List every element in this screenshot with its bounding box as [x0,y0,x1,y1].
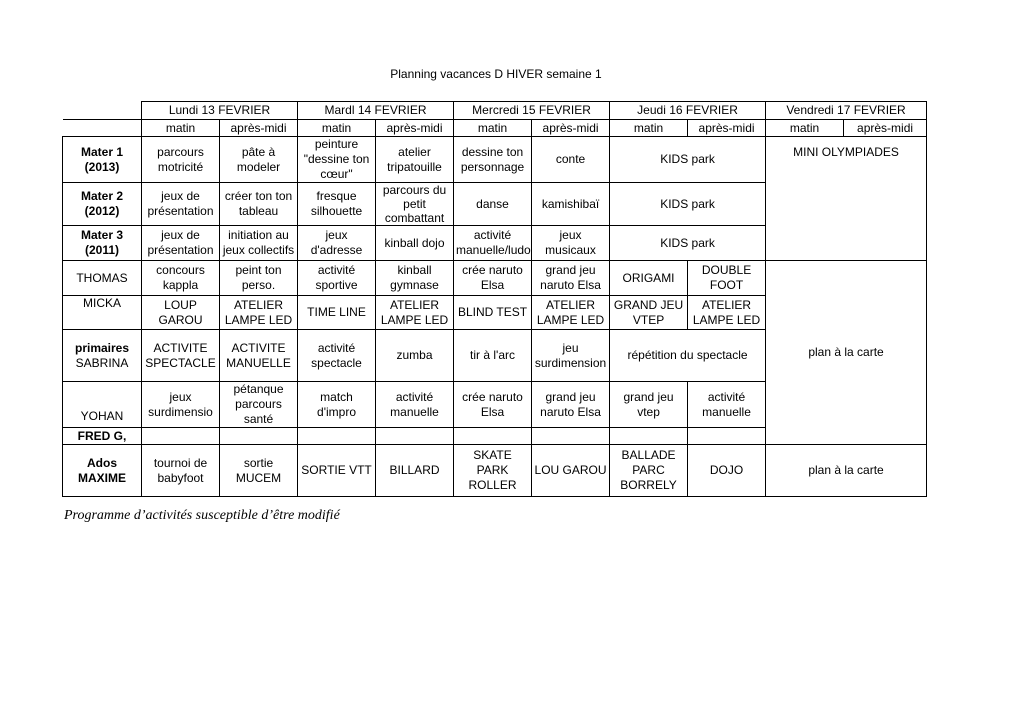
activity-cell: dessine ton personnage [454,137,532,183]
activity-cell: SORTIE VTT [298,445,376,497]
group-label [63,183,142,226]
period-header: matin [298,120,376,137]
activity-cell: pâte à modeler [220,137,298,183]
activity-cell: ACTIVITE SPECTACLE [142,330,220,382]
activity-cell: sortie MUCEM [220,445,298,497]
activity-cell: MINI OLYMPIADES [766,137,927,261]
periods-header-row [63,120,927,137]
empty-cell [142,428,220,445]
page-title: Planning vacances D HIVER semaine 1 [390,67,602,81]
activity-cell: grand jeu vtep [610,382,688,428]
activity-cell: zumba [376,330,454,382]
activity-cell: parcours motricité [142,137,220,183]
activity-cell: peint ton perso. [220,261,298,296]
day-header: Vendredi 17 FEVRIER [766,102,927,120]
activity-cell: kinball dojo [376,226,454,261]
group-name: Mater 2 [80,189,124,203]
day-header: Lundi 13 FEVRIER [142,102,298,120]
activity-cell: fresque silhouette [298,183,376,226]
period-header: après-midi [844,120,927,137]
day-header: Mardl 14 FEVRIER [298,102,454,120]
animator-name: MAXIME [78,470,126,485]
group-year: (2013) [84,159,120,174]
activity-cell: pétanque parcours santé [220,382,298,428]
group-label [63,445,142,497]
group-label [63,137,142,183]
animator-name: MICKA [63,296,142,330]
activity-cell: jeux de présentation [142,183,220,226]
activity-cell: conte [532,137,610,183]
animator-name: YOHAN [63,382,142,428]
period-header: matin [610,120,688,137]
activity-cell: LOU GAROU [532,445,610,497]
empty-cell [610,428,688,445]
activity-cell: GRAND JEU VTEP [610,296,688,330]
day-header: Mercredi 15 FEVRIER [454,102,610,120]
activity-cell: tournoi de babyfoot [142,445,220,497]
activity-cell: tir à l'arc [454,330,532,382]
activity-cell: KIDS park [610,226,766,261]
activity-cell: BALLADE PARC BORRELY [610,445,688,497]
group-name: Mater 1 [80,144,124,159]
empty-cell [376,428,454,445]
activity-cell: kinball gymnase [376,261,454,296]
activity-cell: ORIGAMI [610,261,688,296]
period-header: après-midi [220,120,298,137]
empty-cell [220,428,298,445]
period-header: matin [454,120,532,137]
activity-cell: ATELIER LAMPE LED [532,296,610,330]
activity-cell: ATELIER LAMPE LED [220,296,298,330]
activity-cell: jeux de présentation [142,226,220,261]
activity-cell: plan à la carte [766,261,927,445]
row-ados [63,445,927,497]
activity-cell: ATELIER LAMPE LED [688,296,766,330]
group-name: Ados [87,455,117,470]
group-label [63,226,142,261]
corner-cell [63,102,142,120]
activity-cell: activité manuelle [688,382,766,428]
disclaimer-note: Programme d’activités susceptible d’être modifié [64,508,340,523]
empty-cell [454,428,532,445]
activity-cell: plan à la carte [766,445,927,497]
row-thomas [63,261,927,296]
period-header: après-midi [688,120,766,137]
period-header: matin [766,120,844,137]
animator-name: THOMAS [63,261,142,296]
day-header: Jeudi 16 FEVRIER [610,102,766,120]
activity-cell: créer ton ton tableau [220,183,298,226]
empty-cell [532,428,610,445]
activity-cell: KIDS park [610,183,766,226]
activity-cell: activité manuelle/ludo [454,226,532,261]
activity-cell: jeu surdimension [532,330,610,382]
activity-cell: LOUP GAROU [142,296,220,330]
group-label [63,330,142,382]
activity-cell: BILLARD [376,445,454,497]
activity-cell: TIME LINE [298,296,376,330]
period-header: matin [142,120,220,137]
activity-cell: danse [454,183,532,226]
activity-cell: DOUBLE FOOT [688,261,766,296]
activity-cell: jeux d'adresse [298,226,376,261]
activity-cell: initiation au jeux collectifs [220,226,298,261]
activity-cell: grand jeu naruto Elsa [532,261,610,296]
period-header: après-midi [376,120,454,137]
group-name: Mater 3 [80,228,124,242]
activity-cell: ACTIVITE MANUELLE [220,330,298,382]
activity-cell: activité manuelle [376,382,454,428]
activity-cell: SKATE PARK ROLLER [454,445,532,497]
empty-cell [298,428,376,445]
period-header: après-midi [532,120,610,137]
empty-cell [688,428,766,445]
animator-name: SABRINA [75,355,129,370]
activity-cell: jeux musicaux [532,226,610,261]
activity-cell: crée naruto Elsa [454,261,532,296]
group-year: (2012) [84,204,120,218]
group-year: (2011) [84,243,120,257]
activity-cell: parcours du petit combattant [376,183,454,226]
activity-cell: match d'impro [298,382,376,428]
days-header-row [63,102,927,120]
activity-cell: atelier tripatouille [376,137,454,183]
activity-cell: peinture "dessine ton cœur" [298,137,376,183]
activity-cell: grand jeu naruto Elsa [532,382,610,428]
activity-cell: crée naruto Elsa [454,382,532,428]
animator-name: FRED G, [63,428,142,445]
activity-cell: BLIND TEST [454,296,532,330]
activity-cell: activité sportive [298,261,376,296]
activity-cell: jeux surdimensio [142,382,220,428]
activity-cell: répétition du spectacle [610,330,766,382]
activity-cell: concours kappla [142,261,220,296]
row-mater-1 [63,137,927,183]
activity-cell: activité spectacle [298,330,376,382]
planning-table [62,101,927,497]
activity-cell: ATELIER LAMPE LED [376,296,454,330]
corner-cell [63,120,142,137]
activity-cell: kamishibaï [532,183,610,226]
activity-cell: DOJO [688,445,766,497]
group-name: primaires [74,340,130,355]
activity-cell: KIDS park [610,137,766,183]
